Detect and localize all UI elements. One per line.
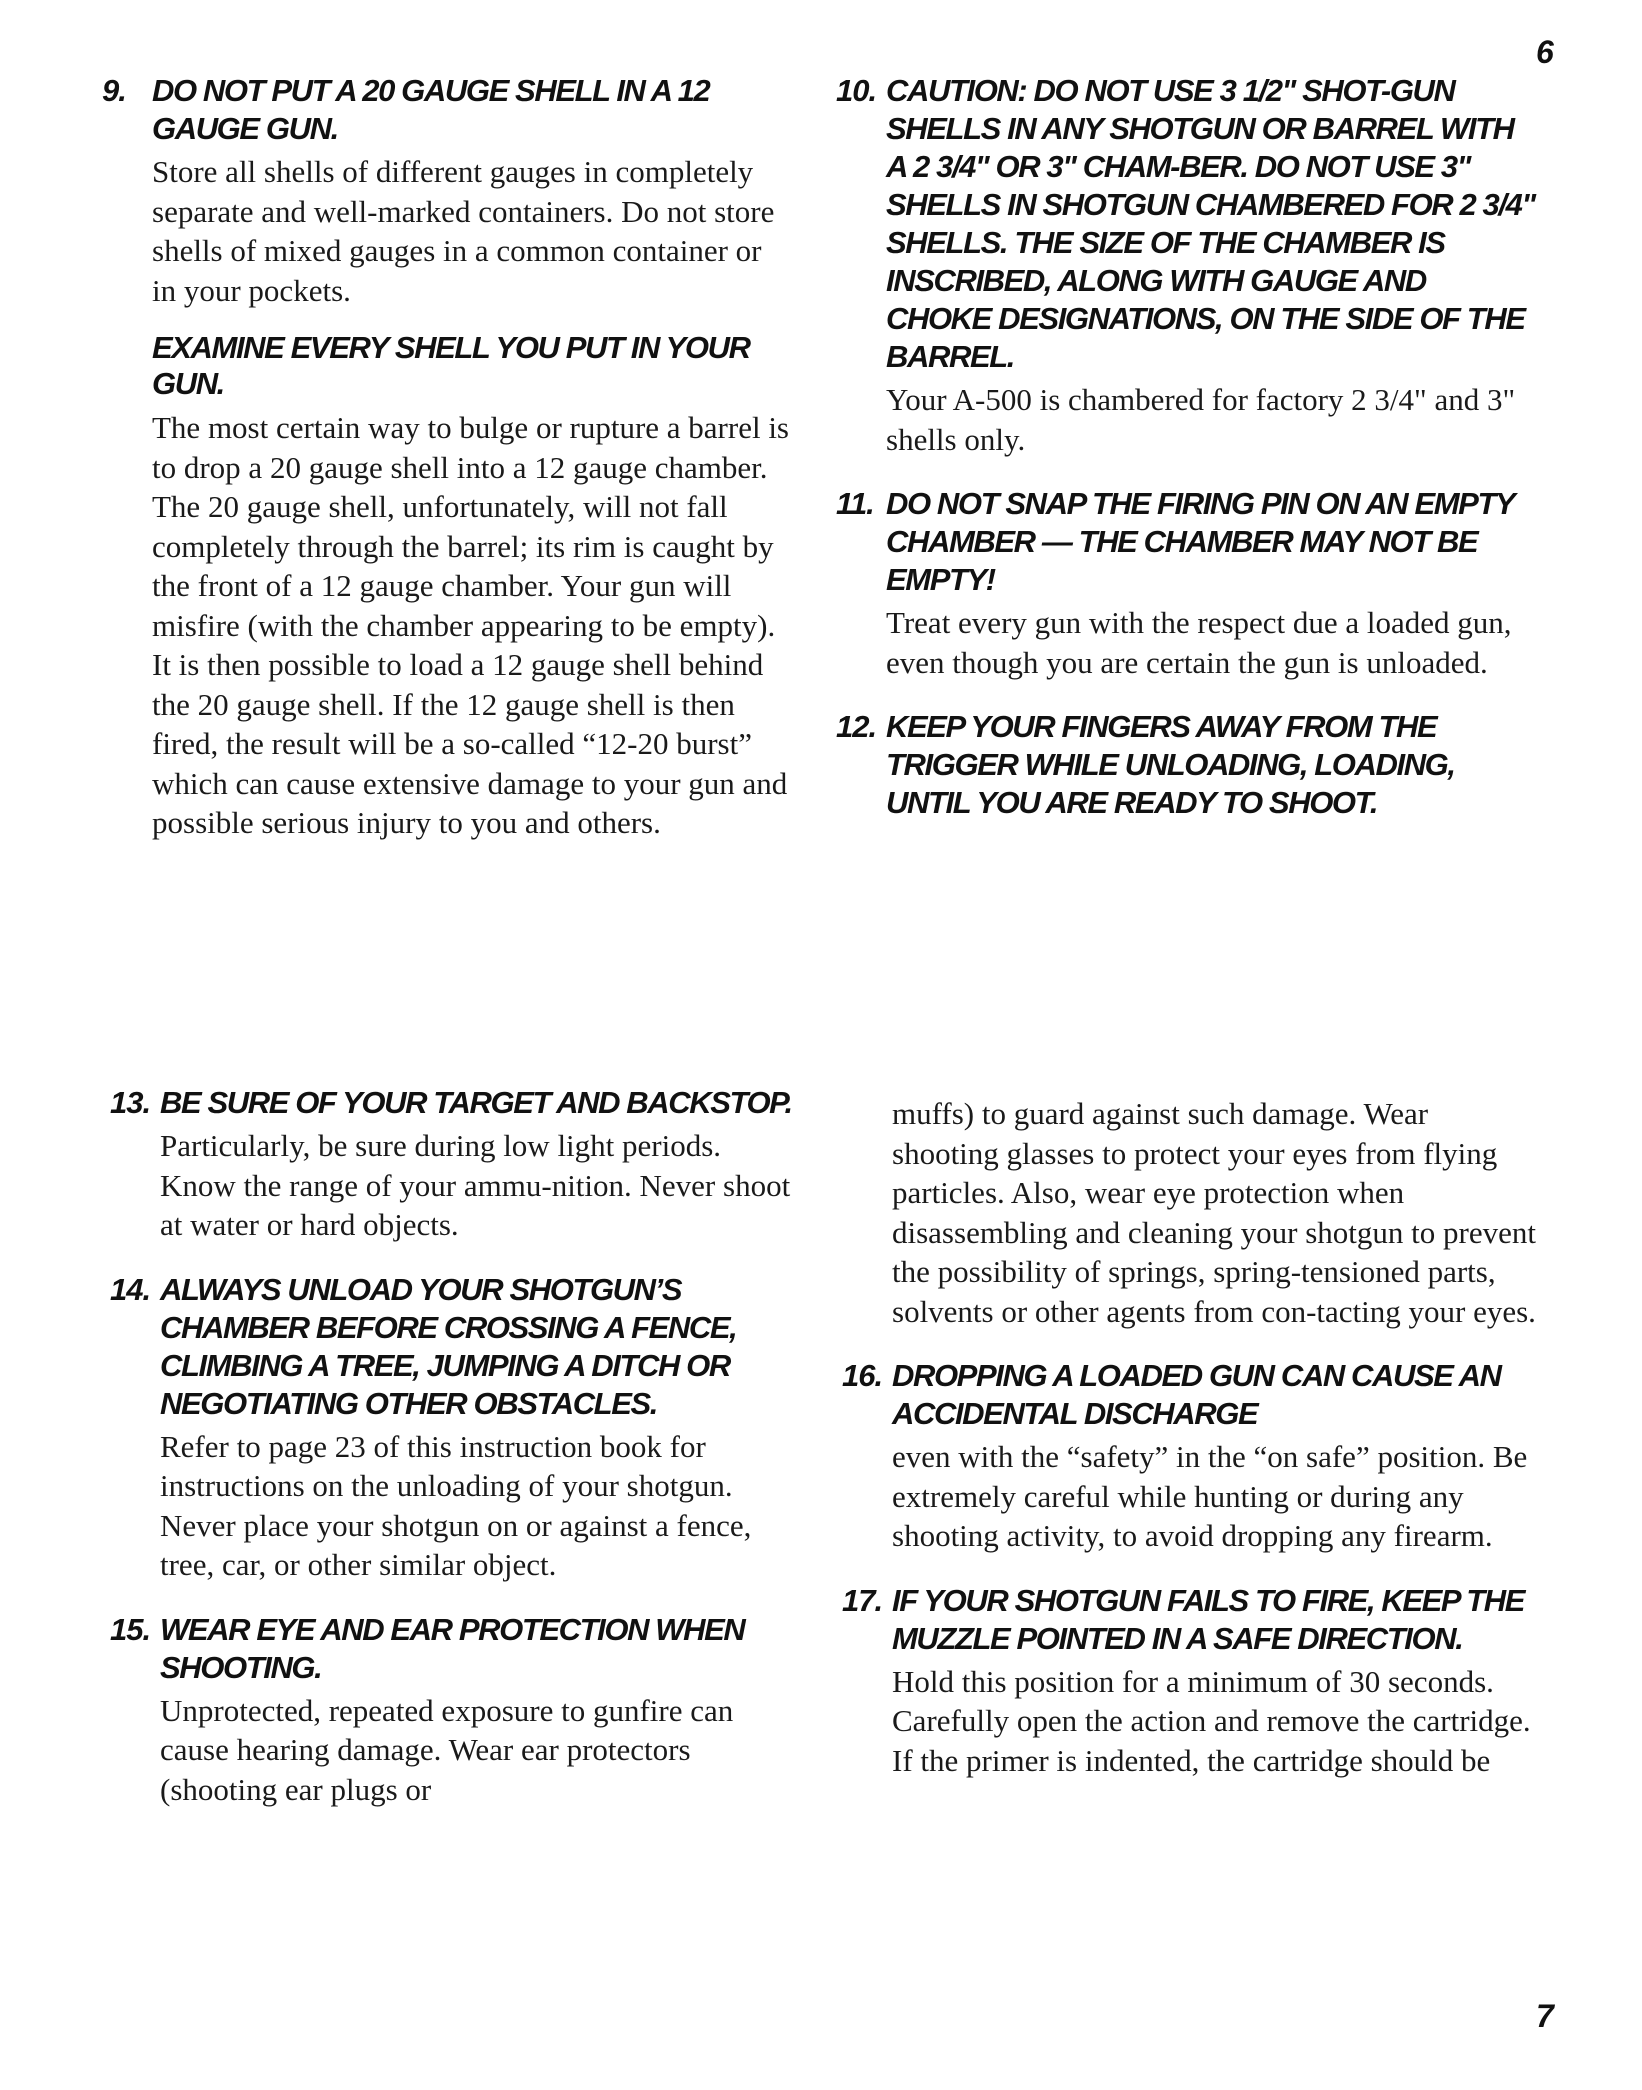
item-body: Unprotected, repeated exposure to gunfire can cause hearing damage. Wear ear protectors (shooting ear plugs or bbox=[160, 1692, 734, 1807]
item-heading bbox=[102, 72, 792, 148]
heading-text: DO NOT SNAP THE FIRING PIN ON AN EMPTY CHAMBER — THE CHAMBER MAY NOT BE EMPTY! bbox=[886, 486, 1514, 597]
item-heading bbox=[110, 1611, 800, 1687]
item-15 bbox=[110, 1611, 800, 1810]
right-column bbox=[842, 1094, 1542, 1806]
item-subheading: EXAMINE EVERY SHELL YOU PUT IN YOUR GUN. bbox=[152, 330, 750, 401]
heading-text: DO NOT PUT A 20 GAUGE SHELL IN A 12 GAUGE GUN. bbox=[152, 73, 710, 146]
item-body: Particularly, be sure during low light periods. Know the range of your ammu-nition. Never shoot at water or hard objects. bbox=[160, 1128, 791, 1242]
item-heading bbox=[110, 1271, 800, 1423]
item-14 bbox=[110, 1271, 800, 1585]
item-number: 10. bbox=[836, 73, 877, 108]
item-number: 13. bbox=[110, 1085, 151, 1120]
left-column bbox=[110, 1084, 800, 1835]
item-body: Hold this position for a minimum of 30 seconds. Carefully open the action and remove the cartridge. If the primer is indented, the cartridge should be bbox=[892, 1663, 1531, 1778]
item-17 bbox=[842, 1582, 1542, 1781]
heading-text: WEAR EYE AND EAR PROTECTION WHEN SHOOTING. bbox=[160, 1611, 745, 1685]
heading-text: IF YOUR SHOTGUN FAILS TO FIRE, KEEP THE MUZZLE POINTED IN A SAFE DIRECTION. bbox=[892, 1582, 1525, 1656]
heading-text: KEEP YOUR FINGERS AWAY FROM THE TRIGGER WHILE UNLOADING, LOADING, UNTIL YOU ARE READY TO SHOOT. bbox=[886, 709, 1455, 820]
item-9 bbox=[102, 72, 792, 843]
item-number: 17. bbox=[842, 1582, 883, 1618]
page-number: 6 bbox=[1536, 34, 1554, 70]
item-heading bbox=[836, 708, 1536, 822]
heading-text: DROPPING A LOADED GUN CAN CAUSE AN ACCIDENTAL DISCHARGE bbox=[892, 1358, 1501, 1431]
item-13 bbox=[110, 1084, 800, 1245]
item-body: Refer to page 23 of this instruction book for instructions on the unloading of your shotgun. Never place your shotgun on or against a fence, tree, car, or other similar object. bbox=[160, 1428, 752, 1582]
heading-text: CAUTION: DO NOT USE 3 1/2" SHOT-GUN SHELLS IN ANY SHOTGUN OR BARREL WITH A 2 3/4" OR 3" CHAM-BER. DO NOT USE 3" SHELLS IN SHOTGUN CHAMBERED FOR 2 3/4" SHELLS. THE SIZE OF THE CHAMBER IS INSCRIBED, ALONG WITH GAUGE AND CHOKE DESIGNATIONS, ON THE SIDE OF THE BARREL. bbox=[886, 73, 1535, 374]
item-12 bbox=[836, 708, 1536, 822]
item-number: 16. bbox=[842, 1358, 883, 1393]
item-10 bbox=[836, 72, 1536, 459]
item-number: 12. bbox=[836, 709, 877, 744]
item-number: 15. bbox=[110, 1611, 151, 1647]
item-body-continued: muffs) to guard against such damage. Wear shooting glasses to protect your eyes from flying particles. Also, wear eye protection when disassembling and cleaning your shotgun to prevent the possibility of springs, spring-tensioned parts, solvents or other agents from con-tacting your eyes. bbox=[892, 1096, 1536, 1329]
item-heading bbox=[842, 1582, 1542, 1658]
page-number: 7 bbox=[1536, 1998, 1554, 2034]
item-body: Treat every gun with the respect due a loaded gun, even though you are certain the gun is unloaded. bbox=[886, 605, 1512, 680]
item-body: Store all shells of different gauges in completely separate and well-marked containers. Do not store shells of mixed gauges in a common container or in your pockets. bbox=[152, 154, 775, 308]
item-body: even with the “safety” in the “on safe” position. Be extremely careful while hunting or during any shooting activity, to avoid dropping any firearm. bbox=[892, 1439, 1528, 1553]
item-16 bbox=[842, 1357, 1542, 1556]
item-number: 9. bbox=[102, 73, 126, 108]
item-body: Your A-500 is chambered for factory 2 3/4" and 3" shells only. bbox=[886, 382, 1516, 457]
item-15-continued bbox=[842, 1094, 1542, 1331]
left-column bbox=[102, 72, 792, 869]
item-heading bbox=[836, 72, 1536, 376]
page-7 bbox=[0, 1060, 1642, 2090]
item-number: 14. bbox=[110, 1271, 151, 1307]
heading-text: ALWAYS UNLOAD YOUR SHOTGUN’S CHAMBER BEFORE CROSSING A FENCE, CLIMBING A TREE, JUMPING A DITCH OR NEGOTIATING OTHER OBSTACLES. bbox=[160, 1271, 737, 1421]
heading-text: BE SURE OF YOUR TARGET AND BACKSTOP. bbox=[160, 1085, 792, 1120]
item-heading bbox=[836, 485, 1536, 599]
item-body-2: The most certain way to bulge or rupture a barrel is to drop a 20 gauge shell into a 12 gauge chamber. The 20 gauge shell, unfortunately, will not fall completely through the barrel; its rim is caught by the front of a 12 gauge chamber. Your gun will misfire (with the chamber appearing to be empty). It is then possible to load a 12 gauge shell behind the 20 gauge shell. If the 12 gauge shell is then fired, the result will be a so-called “12-20 burst” which can cause extensive damage to your gun and possible serious injury to you and others. bbox=[152, 410, 789, 840]
item-heading bbox=[110, 1084, 800, 1122]
right-column bbox=[836, 72, 1536, 848]
item-heading bbox=[842, 1357, 1542, 1433]
item-11 bbox=[836, 485, 1536, 682]
item-number: 11. bbox=[836, 486, 874, 521]
